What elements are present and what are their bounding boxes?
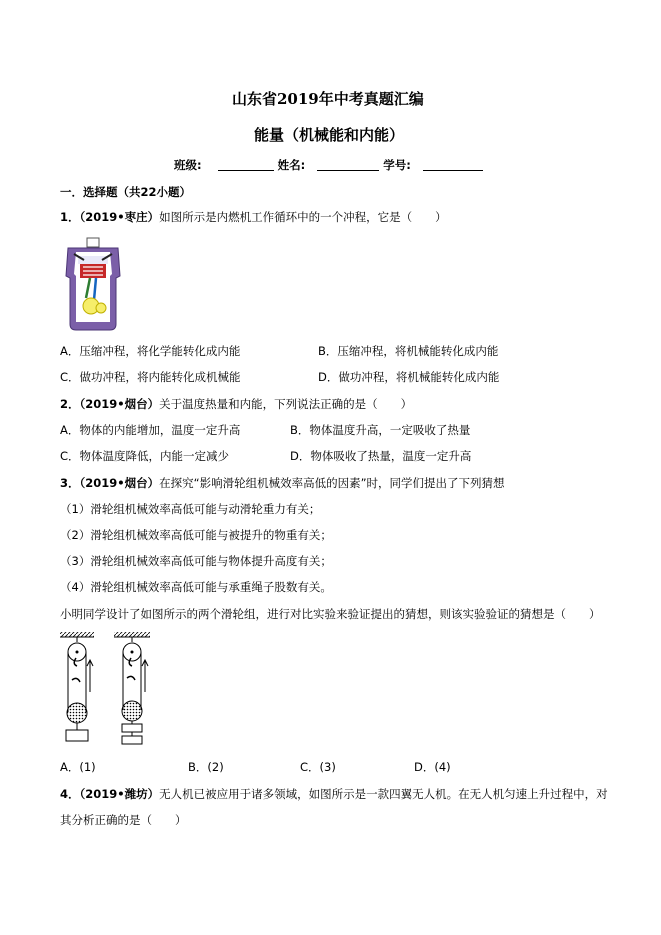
question-number: 1． <box>60 210 80 224</box>
option-3a: A．(1) <box>60 760 96 774</box>
name-label: 姓名: <box>277 158 306 172</box>
question-3 <box>60 475 505 491</box>
question-4 <box>60 786 608 802</box>
question-source: （2019•烟台） <box>79 476 160 490</box>
student-info-row <box>174 157 483 173</box>
question-source: （2019•潍坊） <box>79 787 160 801</box>
guess-1: （1）滑轮组机械效率高低可能与动滑轮重力有关； <box>60 502 321 516</box>
option-2d: D．物体吸收了热量，温度一定升高 <box>290 449 472 463</box>
page-subtitle: 能量（机械能和内能） <box>254 126 405 144</box>
page-title: 山东省2019年中考真题汇编 <box>232 90 424 108</box>
option-3b: B．(2) <box>188 760 224 774</box>
question-2 <box>60 396 412 412</box>
question-4-stem-cont: 其分析正确的是（ ） <box>60 813 187 827</box>
option-1a: A．压缩冲程，将化学能转化成内能 <box>60 344 241 358</box>
option-2a: A．物体的内能增加，温度一定升高 <box>60 423 241 437</box>
question-stem: 在探究“影响滑轮组机械效率高低的因素”时，同学们提出了下列猜想 <box>159 476 505 490</box>
class-blank[interactable] <box>218 158 274 171</box>
option-1c: C．做功冲程，将内能转化成机械能 <box>60 370 241 384</box>
option-1b: B．压缩冲程，将机械能转化成内能 <box>318 344 499 358</box>
option-1d: D．做功冲程，将机械能转化成内能 <box>318 370 500 384</box>
question-source: （2019•烟台） <box>79 397 160 411</box>
question-number: 3． <box>60 476 80 490</box>
class-label: 班级: <box>174 158 202 172</box>
question-number: 2． <box>60 397 80 411</box>
id-label: 学号: <box>383 158 411 172</box>
id-blank[interactable] <box>423 158 483 171</box>
pulley-system-figure <box>60 630 170 748</box>
question-source: （2019•枣庄） <box>79 210 160 224</box>
question-3-follow: 小明同学设计了如图所示的两个滑轮组，进行对比实验来验证提出的猜想，则该实验验证的猜想是（ ） <box>60 607 601 621</box>
question-stem: 关于温度热量和内能，下列说法正确的是（ ） <box>159 397 413 411</box>
question-stem: 无人机已被应用于诸多领域，如图所示是一款四翼无人机。在无人机匀速上升过程中，对 <box>159 787 608 801</box>
guess-3: （3）滑轮组机械效率高低可能与物体提升高度有关； <box>60 554 332 568</box>
question-number: 4． <box>60 787 80 801</box>
name-blank[interactable] <box>317 158 379 171</box>
option-3c: C．(3) <box>300 760 336 774</box>
option-3d: D．(4) <box>414 760 451 774</box>
engine-stroke-figure <box>60 236 126 332</box>
option-2c: C．物体温度降低，内能一定减少 <box>60 449 230 463</box>
section-heading: 一．选择题（共22小题） <box>60 185 192 199</box>
question-1 <box>60 209 447 225</box>
option-2b: B．物体温度升高，一定吸收了热量 <box>290 423 471 437</box>
guess-2: （2）滑轮组机械效率高低可能与被提升的物重有关； <box>60 528 332 542</box>
question-stem: 如图所示是内燃机工作循环中的一个冲程，它是（ ） <box>159 210 447 224</box>
guess-4: （4）滑轮组机械效率高低可能与承重绳子股数有关。 <box>60 580 332 594</box>
